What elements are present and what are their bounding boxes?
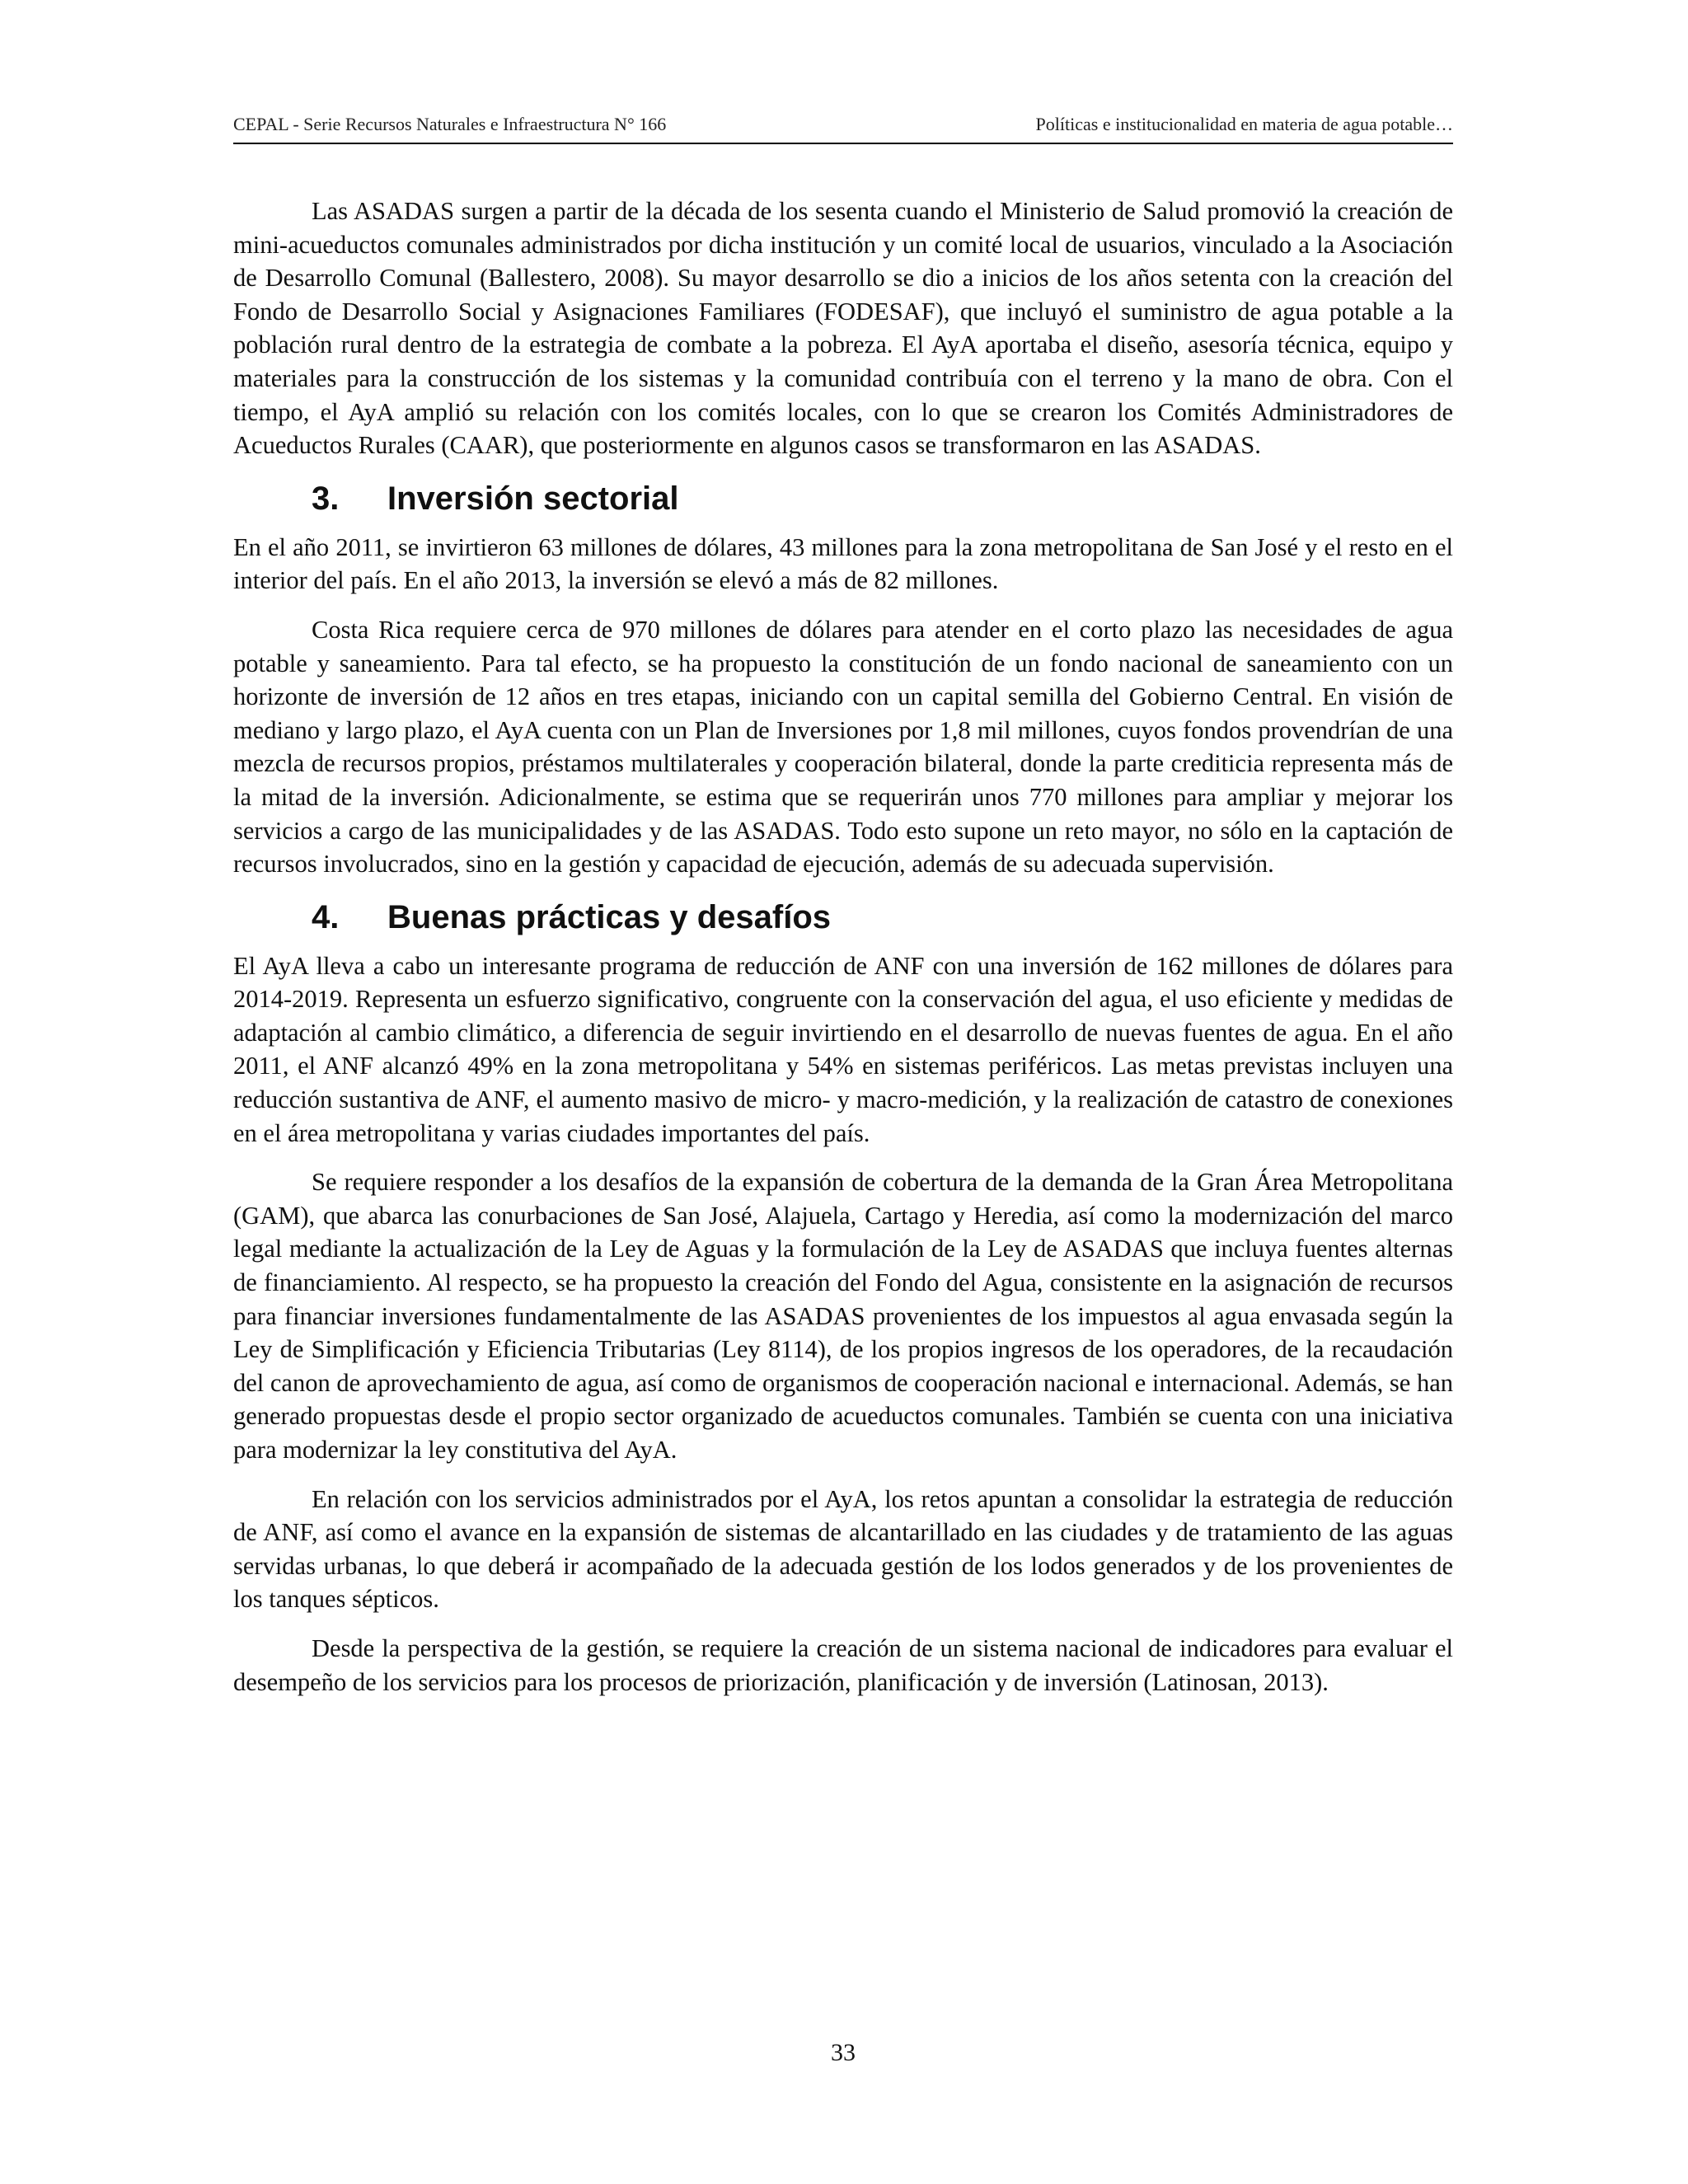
section-heading-inversion-sectorial xyxy=(233,478,1453,519)
paragraph-management-indicators: Desde la perspectiva de la gestión, se requiere la creación de un sistema nacional de indicadores para evaluar el desempeño de los servicios para los procesos de priorización, planificación y de inversión (Latinosan, 2013). xyxy=(233,1633,1453,1696)
running-header xyxy=(233,114,1453,142)
header-divider xyxy=(233,143,1453,144)
paragraph-aya-services: En relación con los servicios administrados por el AyA, los retos apuntan a consolidar la estrategia de reducción de ANF, así como el avance en la expansión de sistemas de alcantarillado en las ciudades y de tratamiento de las aguas servidas urbanas, lo que deberá ir acompañado de la adecuada gestión de los lodos generados y de los provenientes de los tanques sépticos. xyxy=(233,1484,1453,1614)
paragraph-investment-2011: En el año 2011, se invirtieron 63 millones de dólares, 43 millones para la zona metropolitana de San José y el resto en el interior del país. En el año 2013, la inversión se elevó a más de 82 millones. xyxy=(233,532,1453,595)
section-number: 4. xyxy=(312,898,340,935)
series-title: CEPAL - Serie Recursos Naturales e Infraestructura N° 166 xyxy=(233,114,667,134)
paragraph-anf-program: El AyA lleva a cabo un interesante programa de reducción de ANF con una inversión de 162 millones de dólares para 2014-2019. Representa un esfuerzo significativo, congruente con la conservación del agua, el uso eficiente y medidas de adaptación al cambio climático, a diferencia de seguir invirtiendo en el desarrollo de nuevas fuentes de agua. En el año 2011, el ANF alcanzó 49% en la zona metropolitana y 54% en sistemas periféricos. Las metas previstas incluyen una reducción sustantiva de ANF, el aumento masivo de micro- y macro-medición, y la realización de catastro de conexiones en el área metropolitana y varias ciudades importantes del país. xyxy=(233,951,1453,1147)
page-number: 33 xyxy=(831,2039,856,2066)
document-title: Políticas e institucionalidad en materia de agua potable… xyxy=(1035,114,1453,134)
body-text xyxy=(233,194,1453,1714)
paragraph-asadas-origin: Las ASADAS surgen a partir de la década de los sesenta cuando el Ministerio de Salud promovió la creación de mini-acueductos comunales administrados por dicha institución y un comité local de usuarios, vinculado a la Asociación de Desarrollo Comunal (Ballestero, 2008). Su mayor desarrollo se dio a inicios de los años setenta con la creación del Fondo de Desarrollo Social y Asignaciones Familiares (FODESAF), que incluyó el suministro de agua potable a la población rural dentro de la estrategia de combate a la pobreza. El AyA aportaba el diseño, asesoría técnica, equipo y materiales para la construcción de los sistemas y la comunidad contribuía con el terreno y la mano de obra. Con el tiempo, el AyA amplió su relación con los comités locales, con lo que se crearon los Comités Administradores de Acueductos Rurales (CAAR), que posteriormente en algunos casos se transformaron en las ASADAS. xyxy=(233,197,1453,460)
paragraph-gam-challenges: Se requiere responder a los desafíos de la expansión de cobertura de la demanda de la Gran Área Metropolitana (GAM), que abarca las conurbaciones de San José, Alajuela, Cartago y Heredia, así como la modernización del marco legal mediante la actualización de la Ley de Aguas y la formulación de la Ley de ASADAS que incluya fuentes alternas de financiamiento. Al respecto, se ha propuesto la creación del Fondo del Agua, consistente en la asignación de recursos para financiar inversiones fundamentalmente de las ASADAS provenientes de los impuestos al agua envasada según la Ley de Simplificación y Eficiencia Tributarias (Ley 8114), de los propios ingresos de los operadores, de la recaudación del canon de aprovechamiento de agua, así como de organismos de cooperación nacional e internacional. Además, se han generado propuestas desde el propio sector organizado de acueductos comunales. También se cuenta con una iniciativa para modernizar la ley constitutiva del AyA. xyxy=(233,1168,1453,1464)
paragraph-investment-needs: Costa Rica requiere cerca de 970 millones de dólares para atender en el corto plazo las necesidades de agua potable y saneamiento. Para tal efecto, se ha propuesto la constitución de un fondo nacional de saneamiento con un horizonte de inversión de 12 años en tres etapas, iniciando con un capital semilla del Gobierno Central. En visión de mediano y largo plazo, el AyA cuenta con un Plan de Inversiones por 1,8 mil millones, cuyos fondos provendrían de una mezcla de recursos propios, préstamos multilaterales y cooperación bilateral, donde la parte crediticia representa más de la mitad de la inversión. Adicionalmente, se estima que se requerirán unos 770 millones para ampliar y mejorar los servicios a cargo de las municipalidades y de las ASADAS. Todo esto supone un reto mayor, no sólo en la captación de recursos involucrados, sino en la gestión y capacidad de ejecución, además de su adecuada supervisión. xyxy=(233,615,1453,879)
section-title: Inversión sectorial xyxy=(387,480,679,517)
section-title: Buenas prácticas y desafíos xyxy=(387,898,832,935)
section-number: 3. xyxy=(312,480,340,517)
section-heading-buenas-practicas xyxy=(233,897,1453,938)
